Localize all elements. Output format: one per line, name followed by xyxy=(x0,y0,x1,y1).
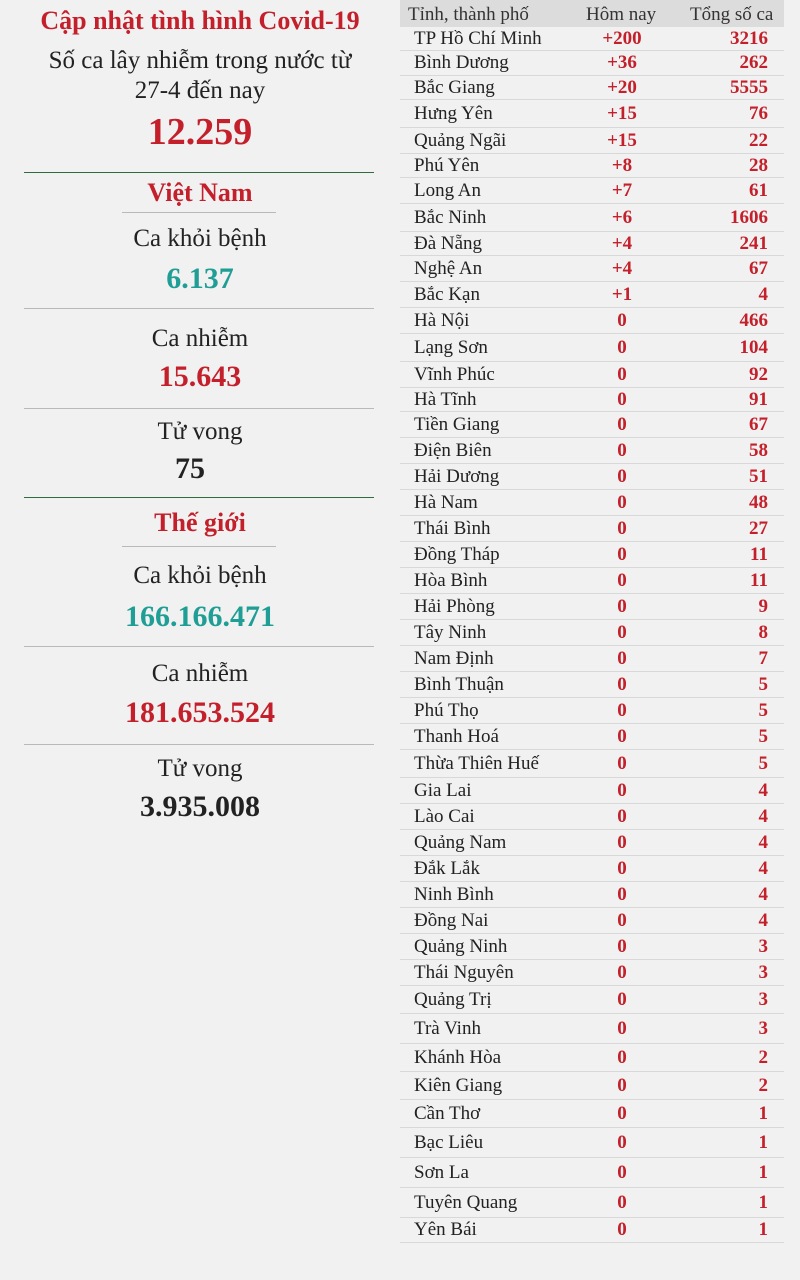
today-count: 0 xyxy=(617,857,627,879)
today-count: 0 xyxy=(617,883,627,905)
province-name: Đồng Nai xyxy=(414,909,489,931)
today-count: 0 xyxy=(617,673,627,695)
province-name: Hưng Yên xyxy=(414,102,493,124)
world-recovered-label: Ca khỏi bệnh xyxy=(133,562,267,589)
world-recovered-value: 166.166.471 xyxy=(125,600,275,633)
total-count: 27 xyxy=(749,517,768,539)
total-count: 3 xyxy=(758,1017,768,1039)
subtitle-line2: 27-4 đến nay xyxy=(134,77,266,104)
total-count: 4 xyxy=(758,909,768,931)
total-count: 262 xyxy=(739,52,768,73)
total-count: 1 xyxy=(758,1219,768,1240)
province-name: Quảng Nam xyxy=(414,831,507,853)
today-count: 0 xyxy=(617,1161,627,1183)
province-name: Thanh Hoá xyxy=(414,725,499,747)
table-row xyxy=(400,724,784,750)
table-row xyxy=(400,1218,784,1243)
province-name: Hải Dương xyxy=(414,465,500,487)
province-name: Bắc Kạn xyxy=(414,283,480,305)
table-row xyxy=(400,1188,784,1218)
total-count: 4 xyxy=(758,283,768,305)
total-count: 1606 xyxy=(730,206,768,228)
today-count: +4 xyxy=(611,257,633,279)
today-count: 0 xyxy=(617,569,627,591)
province-name: Bình Dương xyxy=(414,52,509,73)
province-name: Đắk Lắk xyxy=(414,857,480,879)
table-row xyxy=(400,646,784,672)
total-count: 3216 xyxy=(730,27,768,49)
total-count: 4 xyxy=(758,805,768,827)
province-name: Hà Tĩnh xyxy=(414,388,477,410)
section-vietnam: Việt Nam xyxy=(147,178,253,207)
total-count: 4 xyxy=(758,831,768,853)
vn-recovered-value: 6.137 xyxy=(166,262,234,295)
province-name: Cần Thơ xyxy=(414,1102,481,1124)
divider xyxy=(24,408,374,409)
total-count: 4 xyxy=(758,779,768,801)
table-row xyxy=(400,778,784,804)
total-count: 5 xyxy=(758,673,768,695)
province-name: TP Hồ Chí Minh xyxy=(414,27,542,49)
table-row xyxy=(400,1072,784,1100)
divider xyxy=(24,308,374,309)
vn-deaths-label: Tử vong xyxy=(157,418,243,445)
province-name: Gia Lai xyxy=(414,779,472,801)
province-name: Tuyên Quang xyxy=(414,1191,518,1213)
province-name: Bạc Liêu xyxy=(414,1131,484,1153)
total-count: 48 xyxy=(749,491,768,513)
today-count: 0 xyxy=(617,725,627,747)
today-count: 0 xyxy=(617,1074,627,1096)
table-row xyxy=(400,412,784,438)
table-row xyxy=(400,698,784,724)
world-cases-label: Ca nhiễm xyxy=(151,660,249,687)
table-row xyxy=(400,464,784,490)
total-count: 8 xyxy=(758,621,768,643)
total-count: 2 xyxy=(758,1074,768,1096)
total-count: 1 xyxy=(758,1161,768,1183)
today-count: 0 xyxy=(617,1191,627,1213)
province-name: Vĩnh Phúc xyxy=(414,363,495,385)
total-count: 67 xyxy=(749,257,768,279)
total-count: 5 xyxy=(758,752,768,774)
province-name: Lạng Sơn xyxy=(414,336,488,358)
today-count: 0 xyxy=(617,1046,627,1068)
vn-cases-label: Ca nhiễm xyxy=(151,325,249,352)
province-name: Đà Nẵng xyxy=(414,232,483,254)
table-row xyxy=(400,856,784,882)
province-name: Quảng Ngãi xyxy=(414,129,507,151)
province-name: Ninh Bình xyxy=(414,883,494,905)
today-count: 0 xyxy=(617,1219,627,1240)
province-name: Sơn La xyxy=(414,1161,469,1183)
world-deaths-label: Tử vong xyxy=(157,755,243,782)
province-name: Hà Nam xyxy=(414,491,478,513)
table-row xyxy=(400,51,784,76)
today-count: 0 xyxy=(617,517,627,539)
province-name: Kiên Giang xyxy=(414,1074,503,1096)
table-row xyxy=(400,204,784,232)
total-count: 9 xyxy=(758,595,768,617)
total-count: 4 xyxy=(758,883,768,905)
province-name: Phú Thọ xyxy=(414,699,479,721)
province-name: Thừa Thiên Huế xyxy=(414,752,539,774)
today-count: 0 xyxy=(617,647,627,669)
today-count: +1 xyxy=(611,283,633,305)
subtitle-line1: Số ca lây nhiễm trong nước từ xyxy=(48,47,352,74)
total-count: 76 xyxy=(749,102,768,124)
province-name: Tiền Giang xyxy=(414,413,500,435)
today-count: 0 xyxy=(617,779,627,801)
province-name: Quảng Trị xyxy=(414,988,492,1010)
today-count: +15 xyxy=(607,129,637,151)
table-row xyxy=(400,490,784,516)
table-row xyxy=(400,282,784,308)
table-row xyxy=(400,76,784,100)
province-name: Trà Vinh xyxy=(414,1017,481,1039)
today-count: 0 xyxy=(617,831,627,853)
table-row xyxy=(400,594,784,620)
today-count: +4 xyxy=(611,232,633,254)
today-count: 0 xyxy=(617,621,627,643)
province-name: Yên Bái xyxy=(414,1219,477,1240)
today-count: +15 xyxy=(607,102,637,124)
province-table xyxy=(400,0,800,1280)
world-deaths-value: 3.935.008 xyxy=(140,790,260,823)
total-count: 3 xyxy=(758,961,768,983)
column-header-province: Tỉnh, thành phố xyxy=(408,4,529,25)
total-count: 1 xyxy=(758,1102,768,1124)
total-count: 51 xyxy=(749,465,768,487)
province-name: Phú Yên xyxy=(414,154,480,176)
table-row xyxy=(400,934,784,960)
column-header-today: Hôm nay xyxy=(586,4,657,25)
total-count: 5 xyxy=(758,725,768,747)
total-count: 4 xyxy=(758,857,768,879)
province-name: Bắc Giang xyxy=(414,76,495,98)
province-name: Đồng Tháp xyxy=(414,543,500,565)
today-count: 0 xyxy=(617,961,627,983)
table-row xyxy=(400,1128,784,1158)
province-name: Nam Định xyxy=(414,647,494,669)
table-row xyxy=(400,128,784,154)
total-count: 61 xyxy=(749,179,768,201)
table-row xyxy=(400,620,784,646)
table-row xyxy=(400,804,784,830)
divider xyxy=(24,646,374,647)
divider xyxy=(122,212,276,213)
total-count: 67 xyxy=(749,413,768,435)
today-count: 0 xyxy=(617,363,627,385)
today-count: 0 xyxy=(617,388,627,410)
today-count: 0 xyxy=(617,543,627,565)
total-count: 466 xyxy=(739,309,768,331)
divider xyxy=(24,744,374,745)
today-count: 0 xyxy=(617,336,627,358)
divider xyxy=(24,172,374,173)
table-row xyxy=(400,516,784,542)
total-count: 92 xyxy=(749,363,768,385)
divider xyxy=(24,497,374,498)
total-count: 5 xyxy=(758,699,768,721)
today-count: 0 xyxy=(617,988,627,1010)
vn-deaths-value: 75 xyxy=(175,452,205,485)
total-count: 241 xyxy=(739,232,768,254)
domestic-total: 12.259 xyxy=(147,111,253,153)
today-count: +36 xyxy=(607,52,637,73)
table-row xyxy=(400,882,784,908)
today-count: 0 xyxy=(617,309,627,331)
page-title: Cập nhật tình hình Covid-19 xyxy=(40,6,360,35)
table-row xyxy=(400,232,784,256)
today-count: +7 xyxy=(611,179,633,201)
total-count: 28 xyxy=(749,154,768,176)
divider xyxy=(122,546,276,547)
table-row xyxy=(400,1158,784,1188)
table-row xyxy=(400,308,784,334)
world-cases-value: 181.653.524 xyxy=(125,696,275,729)
total-count: 58 xyxy=(749,439,768,461)
today-count: 0 xyxy=(617,465,627,487)
province-name: Điện Biên xyxy=(414,439,492,461)
province-name: Khánh Hòa xyxy=(414,1046,502,1068)
province-name: Thái Bình xyxy=(414,517,491,539)
total-count: 3 xyxy=(758,988,768,1010)
today-count: 0 xyxy=(617,413,627,435)
table-row xyxy=(400,1014,784,1044)
total-count: 22 xyxy=(749,129,768,151)
today-count: 0 xyxy=(617,595,627,617)
province-name: Tây Ninh xyxy=(414,621,487,643)
table-row xyxy=(400,568,784,594)
vn-cases-value: 15.643 xyxy=(158,360,242,393)
table-row xyxy=(400,438,784,464)
province-name: Long An xyxy=(414,179,482,201)
total-count: 91 xyxy=(749,388,768,410)
today-count: 0 xyxy=(617,439,627,461)
total-count: 11 xyxy=(750,569,768,591)
table-row xyxy=(400,960,784,986)
province-name: Thái Nguyên xyxy=(414,961,514,983)
table-row xyxy=(400,1100,784,1128)
vn-recovered-label: Ca khỏi bệnh xyxy=(133,225,267,252)
total-count: 1 xyxy=(758,1191,768,1213)
today-count: 0 xyxy=(617,1131,627,1153)
table-row xyxy=(400,154,784,178)
table-row xyxy=(400,334,784,362)
section-world: Thế giới xyxy=(154,508,246,537)
province-name: Hòa Bình xyxy=(414,569,488,591)
table-row xyxy=(400,542,784,568)
today-count: 0 xyxy=(617,935,627,957)
today-count: 0 xyxy=(617,752,627,774)
table-row xyxy=(400,1044,784,1072)
table-row xyxy=(400,830,784,856)
table-row xyxy=(400,256,784,282)
table-row xyxy=(400,27,784,51)
table-row xyxy=(400,388,784,412)
total-count: 2 xyxy=(758,1046,768,1068)
province-name: Bắc Ninh xyxy=(414,206,487,228)
today-count: 0 xyxy=(617,491,627,513)
today-count: +200 xyxy=(602,27,642,49)
today-count: +20 xyxy=(607,76,637,98)
table-header xyxy=(400,0,784,27)
table-row xyxy=(400,178,784,204)
today-count: 0 xyxy=(617,805,627,827)
table-row xyxy=(400,908,784,934)
province-name: Hải Phòng xyxy=(414,595,495,617)
column-header-total: Tổng số ca xyxy=(690,4,774,25)
today-count: 0 xyxy=(617,909,627,931)
province-name: Bình Thuận xyxy=(414,673,504,695)
province-name: Quảng Ninh xyxy=(414,935,508,957)
today-count: +6 xyxy=(611,206,633,228)
province-name: Lào Cai xyxy=(414,805,475,827)
total-count: 3 xyxy=(758,935,768,957)
province-name: Hà Nội xyxy=(414,309,470,331)
table-row xyxy=(400,986,784,1014)
total-count: 104 xyxy=(739,336,768,358)
table-row xyxy=(400,750,784,778)
today-count: +8 xyxy=(611,154,633,176)
today-count: 0 xyxy=(617,699,627,721)
total-count: 5555 xyxy=(730,76,768,98)
today-count: 0 xyxy=(617,1017,627,1039)
table-row xyxy=(400,100,784,128)
table-row xyxy=(400,672,784,698)
table-row xyxy=(400,362,784,388)
total-count: 11 xyxy=(750,543,768,565)
total-count: 1 xyxy=(758,1131,768,1153)
province-name: Nghệ An xyxy=(414,257,483,279)
total-count: 7 xyxy=(758,647,768,669)
today-count: 0 xyxy=(617,1102,627,1124)
